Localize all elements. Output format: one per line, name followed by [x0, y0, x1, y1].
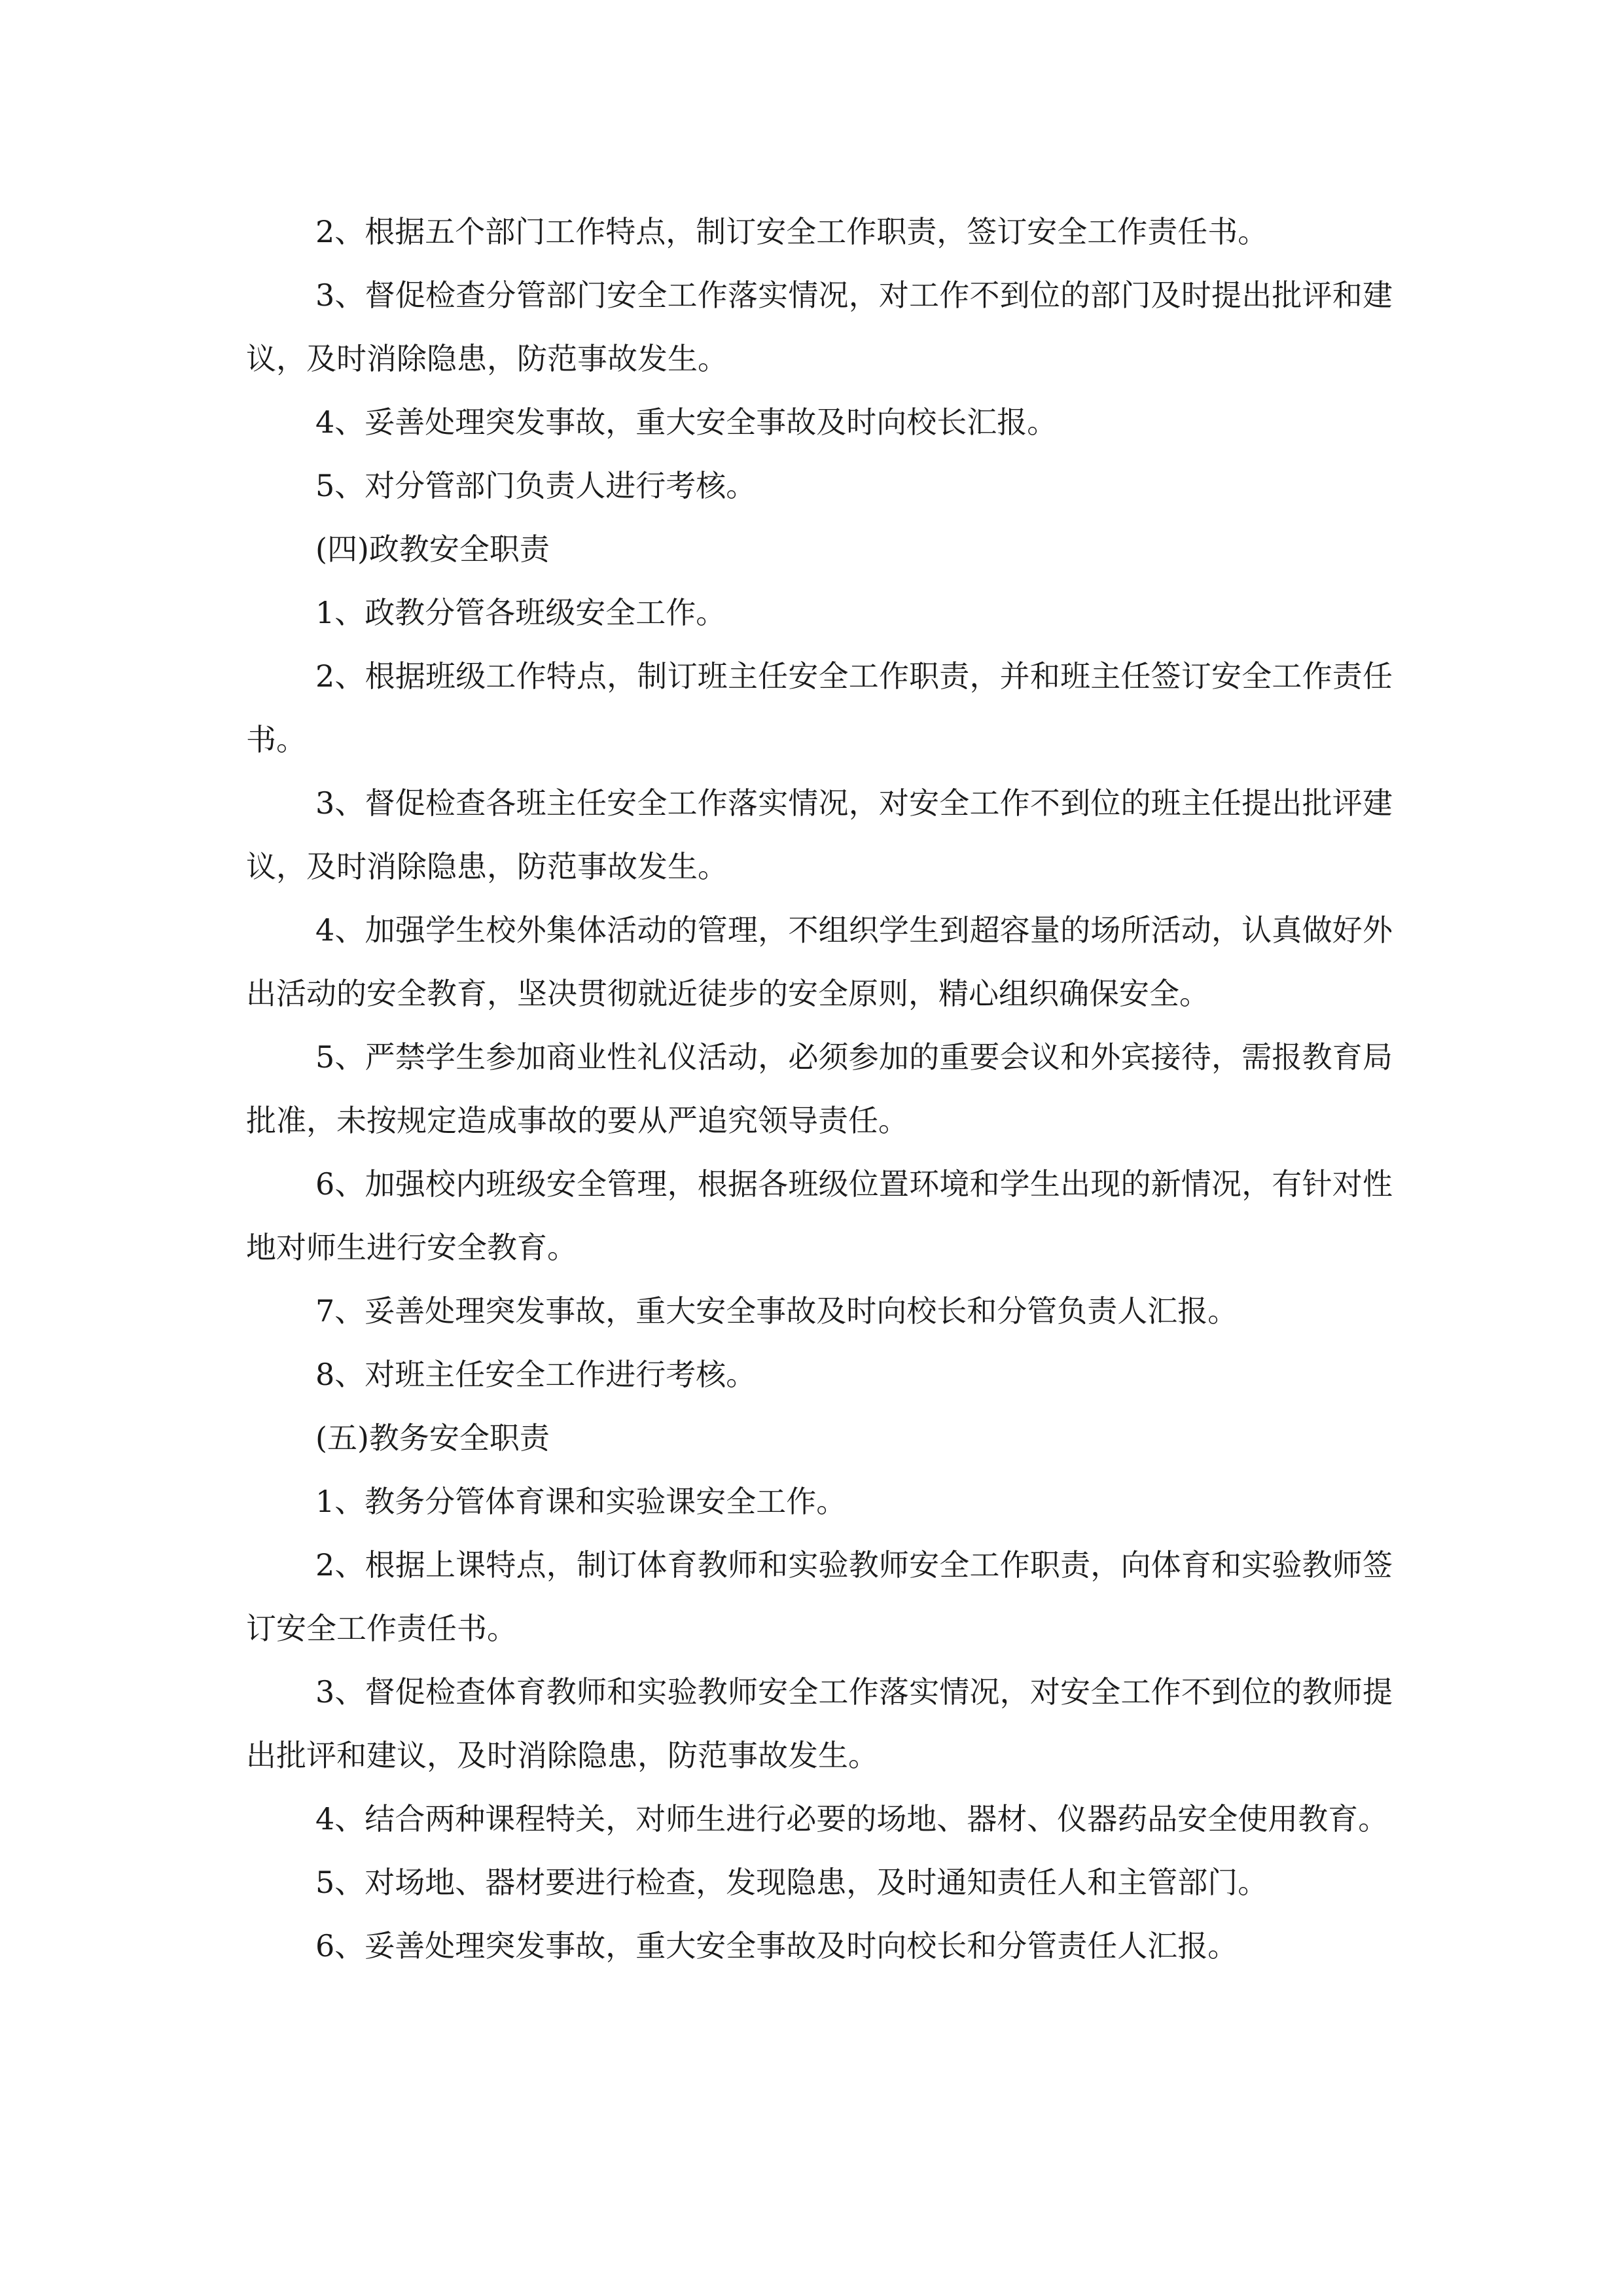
paragraph-11: 7、妥善处理突发事故，重大安全事故及时向校长和分管负责人汇报。 [315, 1293, 1238, 1329]
document-body [246, 200, 1393, 1978]
paragraph-3: 4、妥善处理突发事故，重大安全事故及时向校长汇报。 [315, 404, 1058, 440]
paragraph-14: 2、根据上课特点，制订体育教师和实验教师安全工作职责，向体育和实验教师签订安全工作责任书。 [246, 1547, 1393, 1646]
paragraph-7: 3、督促检查各班主任安全工作落实情况，对安全工作不到位的班主任提出批评建议，及时消除隐患，防范事故发生。 [246, 785, 1393, 884]
section-heading-4: (四)政教安全职责 [315, 531, 550, 567]
paragraph-13: 1、教务分管体育课和实验课安全工作。 [315, 1484, 847, 1519]
paragraph-4: 5、对分管部门负责人进行考核。 [315, 468, 757, 503]
paragraph-1: 2、根据五个部门工作特点，制订安全工作职责，签订安全工作责任书。 [315, 214, 1268, 249]
paragraph-16: 4、结合两种课程特关，对师生进行必要的场地、器材、仪器药品安全使用教育。 [315, 1801, 1389, 1837]
paragraph-6: 2、根据班级工作特点，制订班主任安全工作职责，并和班主任签订安全工作责任书。 [246, 658, 1393, 757]
paragraph-12: 8、对班主任安全工作进行考核。 [315, 1357, 757, 1392]
paragraph-8: 4、加强学生校外集体活动的管理，不组织学生到超容量的场所活动，认真做好外出活动的安全教育，坚决贯彻就近徒步的安全原则，精心组织确保安全。 [246, 912, 1393, 1011]
paragraph-2: 3、督促检查分管部门安全工作落实情况，对工作不到位的部门及时提出批评和建议，及时消除隐患，防范事故发生。 [246, 278, 1393, 376]
paragraph-18: 6、妥善处理突发事故，重大安全事故及时向校长和分管责任人汇报。 [315, 1928, 1238, 1964]
paragraph-10: 6、加强校内班级安全管理，根据各班级位置环境和学生出现的新情况，有针对性地对师生进行安全教育。 [246, 1166, 1393, 1265]
paragraph-9: 5、严禁学生参加商业性礼仪活动，必须参加的重要会议和外宾接待，需报教育局批准，未按规定造成事故的要从严追究领导责任。 [246, 1039, 1393, 1138]
paragraph-15: 3、督促检查体育教师和实验教师安全工作落实情况，对安全工作不到位的教师提出批评和建议，及时消除隐患，防范事故发生。 [246, 1674, 1393, 1773]
paragraph-17: 5、对场地、器材要进行检查，发现隐患，及时通知责任人和主管部门。 [315, 1865, 1268, 1900]
section-heading-5: (五)教务安全职责 [315, 1420, 550, 1456]
paragraph-5: 1、政教分管各班级安全工作。 [315, 595, 726, 630]
